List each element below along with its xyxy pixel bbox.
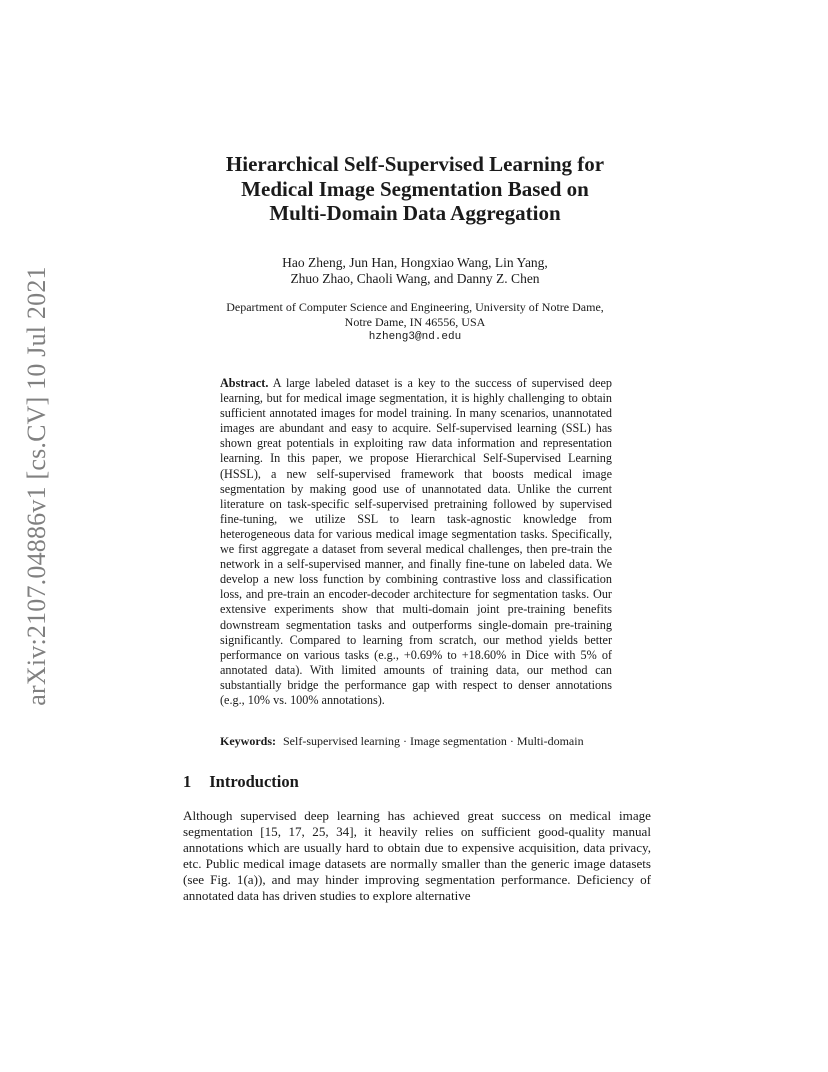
- paper-title: [150, 152, 680, 226]
- keywords-text: Self-supervised learning · Image segmentation · Multi-domain: [283, 734, 584, 748]
- arxiv-identifier-text: arXiv:2107.04886v1 [cs.CV] 10 Jul 2021: [22, 266, 51, 706]
- title-line: Multi-Domain Data Aggregation: [269, 201, 561, 225]
- introduction-paragraph: Although supervised deep learning has achieved great success on medical image segmentation [15, 17, 25, 34], it heavily relies on sufficient good-quality manual annotations which are usually hard to obtain due to expensive acquisition, data privacy, etc. Public medical image datasets are normally smaller than the generic image datasets (see Fig. 1(a)), and may hinder improving segmentation performance. Deficiency of annotated data has driven studies to explore alternative: [183, 808, 651, 904]
- title-line: Hierarchical Self-Supervised Learning for: [225, 152, 605, 176]
- section-number: 1: [183, 772, 192, 791]
- affiliation-line: Notre Dame, IN 46556, USA: [344, 315, 486, 329]
- author-list: [150, 255, 680, 287]
- title-line: Medical Image Segmentation Based on: [241, 176, 589, 201]
- author-email: hzheng3@nd.edu: [368, 331, 462, 343]
- abstract: [220, 376, 612, 708]
- keywords-label: Keywords:: [220, 734, 276, 748]
- affiliation: [150, 300, 680, 345]
- arxiv-identifier-stamp: [17, 266, 57, 706]
- affiliation-line: Department of Computer Science and Engineering, University of Notre Dame,: [226, 300, 604, 314]
- keywords: [220, 734, 640, 749]
- section-title: Introduction: [209, 772, 299, 791]
- author-line: Zhuo Zhao, Chaoli Wang, and Danny Z. Chen: [290, 271, 540, 286]
- abstract-text: A large labeled dataset is a key to the success of supervised deep learning, but for medical image segmentation, it is highly challenging to obtain sufficient annotated images for model training. In many scenarios, unannotated images are abundant and easy to acquire. Self-supervised learning (SSL) has shown great potentials in exploiting raw data information and representation learning. In this paper, we propose Hierarchical Self-Supervised Learning (HSSL), a new self-supervised framework that boosts medical image segmentation by making good use of unannotated data. Unlike the current literature on task-specific self-supervised pretraining followed by supervised fine-tuning, we utilize SSL to learn task-agnostic knowledge from heterogeneous data for various medical image segmentation tasks. Specifically, we first aggregate a dataset from several medical challenges, then pre-train the network in a self-supervised manner, and finally fine-tune on labeled data. We develop a new loss function by combining contrastive loss and classification loss, and pre-train an encoder-decoder architecture for segmentation tasks. Our extensive experiments show that multi-domain joint pre-training benefits downstream segmentation tasks and outperforms single-domain pre-training significantly. Compared to learning from scratch, our method yields better performance on various tasks (e.g., +0.69% to +18.60% in Dice with 5% of annotated data). With limited amounts of training data, our method can substantially bridge the performance gap with respect to denser annotations (e.g., 10% vs. 100% annotations).: [220, 376, 612, 707]
- section-heading: [183, 772, 299, 792]
- author-line: Hao Zheng, Jun Han, Hongxiao Wang, Lin Yang,: [282, 255, 548, 270]
- abstract-label: Abstract.: [220, 376, 269, 390]
